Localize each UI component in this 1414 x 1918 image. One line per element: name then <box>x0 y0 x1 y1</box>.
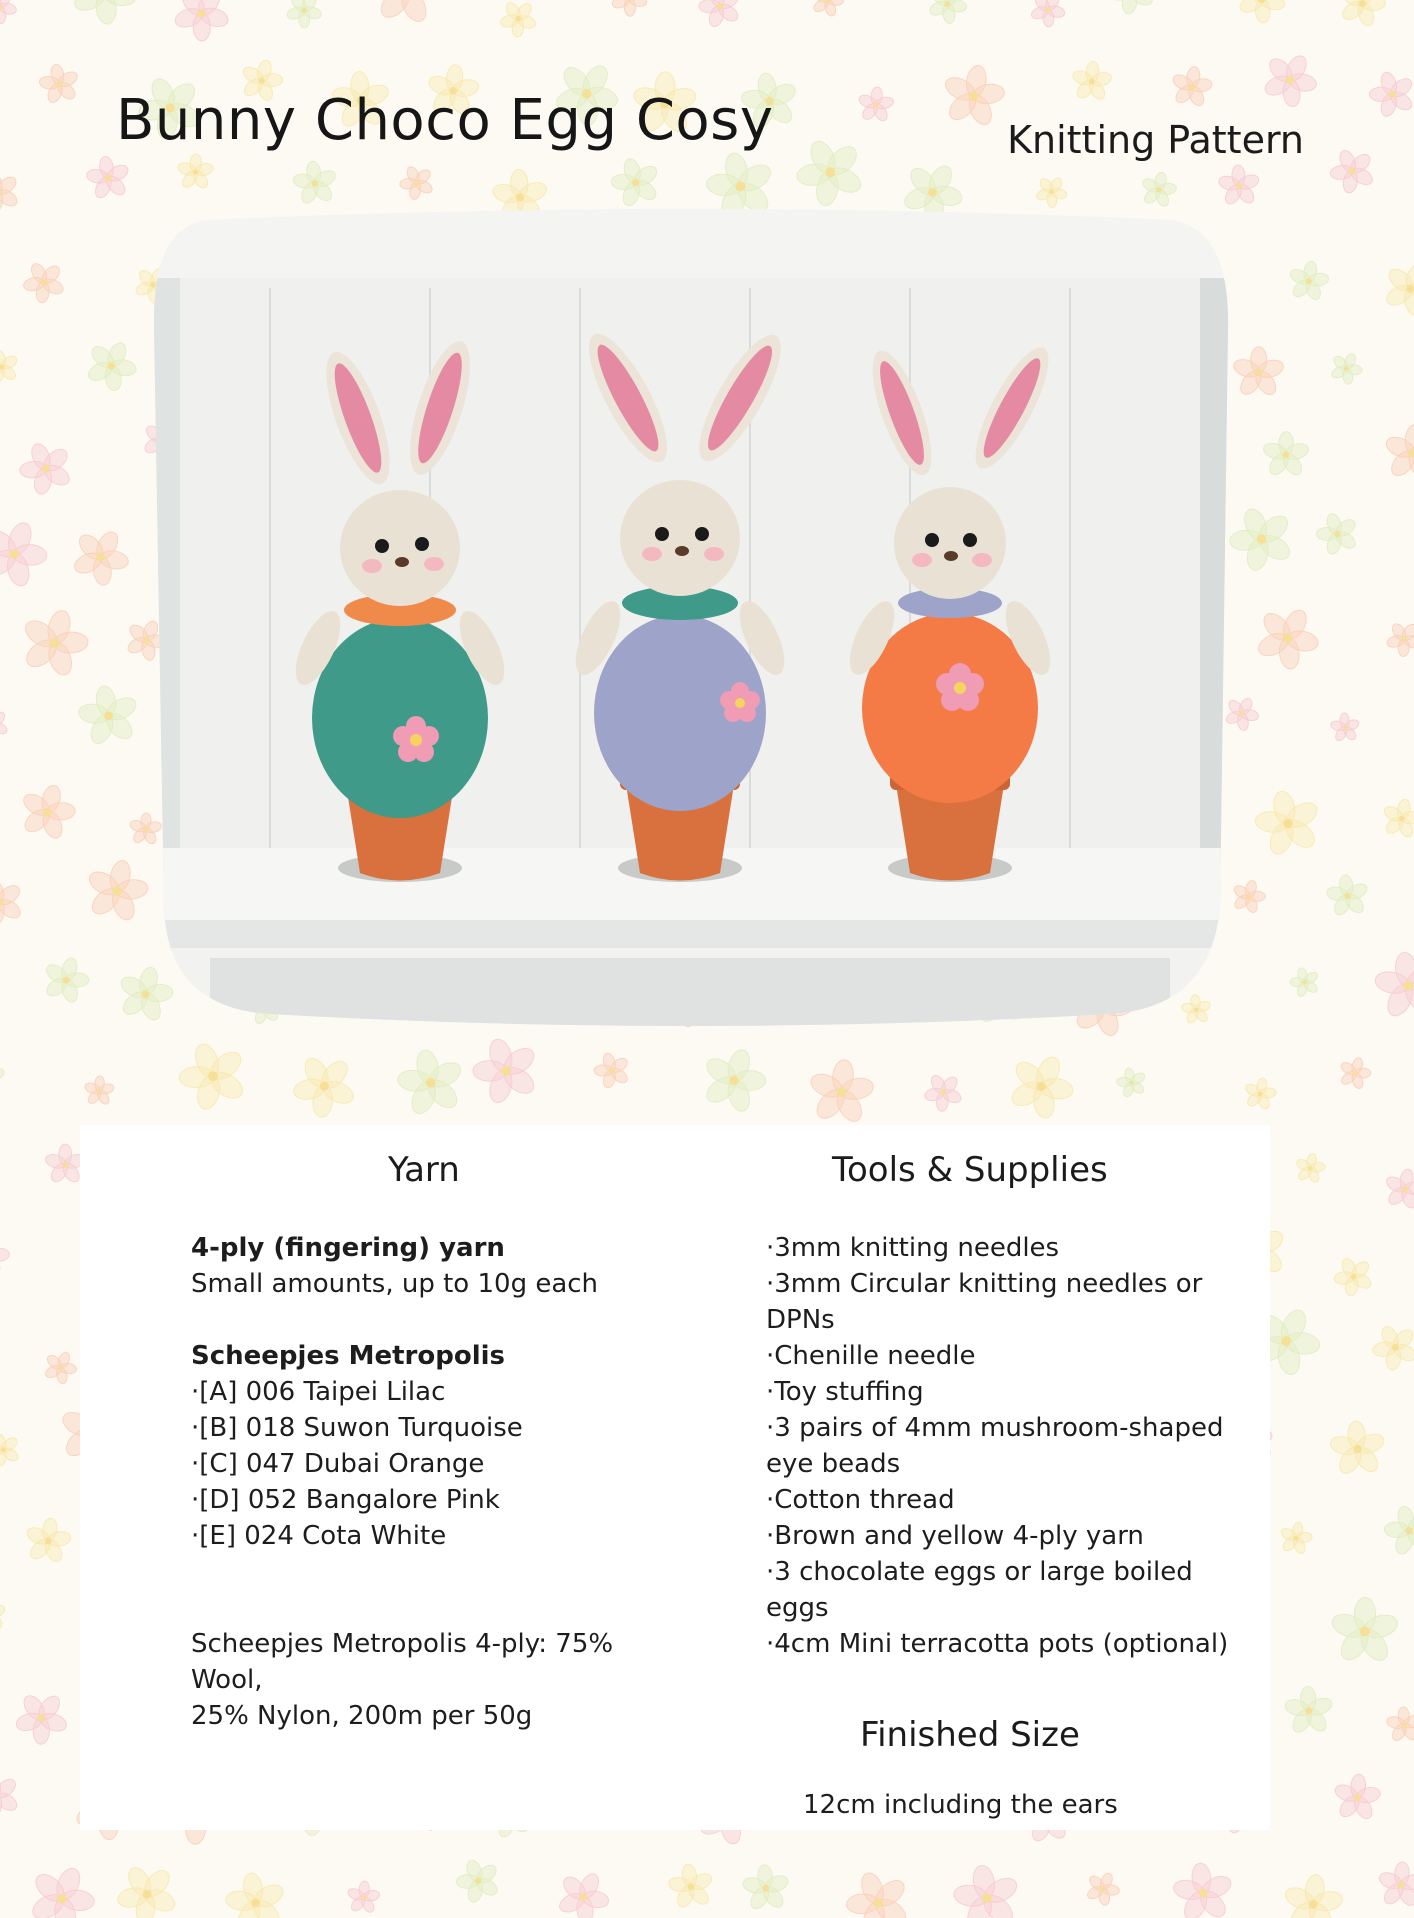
flower-icon <box>32 56 87 112</box>
flower-icon <box>1227 876 1270 917</box>
flower-icon <box>916 1065 971 1119</box>
flower-icon <box>1279 1871 1347 1918</box>
flower-icon <box>215 1861 298 1918</box>
flower-icon <box>587 1045 638 1096</box>
flower-icon <box>492 0 545 45</box>
flower-icon <box>942 1852 1033 1918</box>
flower-icon <box>0 1592 12 1638</box>
list-item: ·4cm Mini terracotta pots (optional) <box>766 1629 1229 1659</box>
flower-icon <box>1379 614 1414 664</box>
flower-icon <box>368 0 446 29</box>
flower-icon <box>79 148 138 208</box>
flower-icon <box>1308 504 1368 564</box>
flower-icon <box>1326 708 1365 748</box>
flower-icon <box>77 332 146 400</box>
flower-icon <box>14 252 74 311</box>
flower-icon <box>18 1855 107 1918</box>
flower-icon <box>79 854 155 928</box>
flower-icon <box>1381 1701 1414 1749</box>
list-item: ·Toy stuffing <box>766 1377 924 1407</box>
list-item: ·3mm knitting needles <box>766 1233 1060 1263</box>
flower-icon <box>1229 0 1294 32</box>
flower-icon <box>936 60 1010 132</box>
flower-icon <box>856 85 896 124</box>
page-subtitle: Knitting Pattern <box>1007 118 1304 162</box>
yarn-note-line-1: Scheepjes Metropolis 4-ply: 75% Wool, <box>191 1629 614 1695</box>
flower-icon <box>804 1056 879 1128</box>
flower-icon <box>1325 1248 1381 1304</box>
flower-icon <box>690 0 750 37</box>
flower-icon <box>1163 1852 1243 1918</box>
yarn-brand: Scheepjes Metropolis <box>191 1341 505 1371</box>
flower-icon <box>60 0 149 36</box>
list-item: ·3mm Circular knitting needles or <box>766 1269 1203 1299</box>
flower-icon <box>833 1857 924 1918</box>
flower-icon <box>13 778 83 846</box>
flower-icon <box>392 158 441 207</box>
list-item: ·[E] 024 Cota White <box>191 1521 447 1551</box>
flower-icon <box>601 148 670 218</box>
flower-icon <box>0 162 29 223</box>
flower-icon <box>1380 422 1414 484</box>
flower-icon <box>1292 1151 1328 1186</box>
flower-icon <box>1231 346 1286 398</box>
yarn-type: 4-ply (fingering) yarn <box>191 1233 505 1263</box>
flower-icon <box>279 1041 369 1131</box>
flower-icon <box>104 1851 190 1918</box>
finished-size-value: 12cm including the ears <box>803 1790 1118 1820</box>
flower-icon <box>83 1075 116 1107</box>
list-item: ·Chenille needle <box>766 1341 976 1371</box>
flower-icon <box>1378 795 1414 842</box>
tools-section <box>766 1230 1236 1662</box>
flower-icon <box>1332 0 1392 33</box>
flower-icon <box>692 1040 775 1121</box>
flower-icon <box>0 0 24 30</box>
page-title: Bunny Choco Egg Cosy <box>116 88 774 153</box>
flower-icon <box>1375 1860 1414 1909</box>
flower-icon <box>459 1024 553 1118</box>
flower-icon <box>447 1849 509 1912</box>
flower-icon <box>279 0 330 35</box>
flower-icon <box>21 1515 75 1567</box>
list-item: ·[C] 047 Dubai Orange <box>191 1449 485 1479</box>
yarn-amount: Small amounts, up to 10g each <box>191 1269 599 1299</box>
list-item: ·[B] 018 Suwon Turquoise <box>191 1413 523 1443</box>
flower-icon <box>1363 940 1414 1032</box>
flower-icon <box>1320 139 1384 203</box>
flower-icon <box>997 1043 1085 1130</box>
flower-icon <box>1167 63 1216 110</box>
flower-icon <box>1334 1053 1375 1093</box>
flower-icon <box>0 1425 27 1474</box>
flower-icon <box>1137 169 1181 211</box>
flower-icon <box>782 124 879 221</box>
flower-icon <box>1380 1165 1414 1213</box>
flower-icon <box>162 0 241 52</box>
flower-icon <box>1329 1597 1401 1666</box>
flower-icon <box>1362 1314 1414 1380</box>
tools-list <box>766 1230 1236 1662</box>
flower-icon <box>0 511 58 597</box>
flower-icon <box>345 1880 382 1916</box>
flower-icon <box>8 431 83 507</box>
flower-icon <box>1374 253 1414 324</box>
flower-icon <box>1285 258 1333 304</box>
flower-icon <box>285 153 344 213</box>
flower-icon <box>37 951 96 1008</box>
flower-icon <box>0 868 34 936</box>
flower-icon <box>1321 1411 1394 1486</box>
flower-icon <box>0 1763 30 1829</box>
list-item: ·Cotton thread <box>766 1485 955 1515</box>
flower-icon <box>1080 1866 1126 1911</box>
flower-icon <box>0 701 15 747</box>
flower-icon <box>385 1036 477 1129</box>
flower-icon <box>1284 961 1326 1003</box>
flower-icon <box>807 0 849 21</box>
flower-icon <box>1277 1678 1341 1743</box>
yarn-color-list <box>191 1374 691 1554</box>
flower-icon <box>1243 777 1334 869</box>
flower-icon <box>1252 43 1327 117</box>
flower-icon <box>660 1855 721 1917</box>
flower-icon <box>1023 0 1072 34</box>
flower-icon <box>1324 347 1368 390</box>
knitted-bunny-photo-icon <box>150 208 1230 1028</box>
flower-icon <box>1212 158 1266 214</box>
flower-icon <box>547 1862 619 1918</box>
flower-icon <box>1069 60 1114 103</box>
bunny-photo <box>150 208 1230 1028</box>
flower-icon <box>1374 1496 1414 1566</box>
flower-icon <box>0 1231 15 1281</box>
list-item: ·[D] 052 Bangalore Pink <box>191 1485 500 1515</box>
flower-icon <box>1099 0 1165 24</box>
flower-icon <box>735 1857 797 1918</box>
tools-heading: Tools & Supplies <box>832 1150 1108 1190</box>
flower-icon <box>0 343 26 391</box>
flower-icon <box>1111 1061 1153 1103</box>
finished-size-heading: Finished Size <box>860 1715 1080 1755</box>
list-item: ·3 pairs of 4mm mushroom-shaped <box>766 1413 1224 1443</box>
flower-icon <box>1276 1519 1316 1557</box>
list-item: ·Brown and yellow 4-ply yarn <box>766 1521 1144 1551</box>
flower-icon <box>61 518 140 596</box>
flower-icon <box>165 1027 262 1124</box>
flower-icon <box>4 1681 79 1755</box>
yarn-heading: Yarn <box>388 1150 460 1190</box>
yarn-note-line-2: 25% Nylon, 200m per 50g <box>191 1701 533 1731</box>
flower-icon <box>67 674 150 758</box>
flower-icon <box>1244 595 1331 681</box>
list-item: ·3 chocolate eggs or large boiled <box>766 1557 1193 1587</box>
flower-icon <box>12 601 98 684</box>
flower-icon <box>0 1059 6 1094</box>
flower-icon <box>1360 62 1414 127</box>
list-item: eye beads <box>766 1449 901 1479</box>
flower-icon <box>1261 431 1311 478</box>
flower-icon <box>1331 1772 1384 1823</box>
list-item: ·[A] 006 Taipei Lilac <box>191 1377 446 1407</box>
list-item: eggs <box>766 1593 829 1623</box>
list-item: DPNs <box>766 1305 835 1335</box>
yarn-section <box>191 1230 691 1734</box>
flower-icon <box>1241 1075 1280 1113</box>
flower-icon <box>604 0 655 23</box>
flower-icon <box>176 153 216 191</box>
flower-icon <box>1319 867 1376 925</box>
flower-icon <box>921 0 975 30</box>
flower-icon <box>38 1346 83 1390</box>
